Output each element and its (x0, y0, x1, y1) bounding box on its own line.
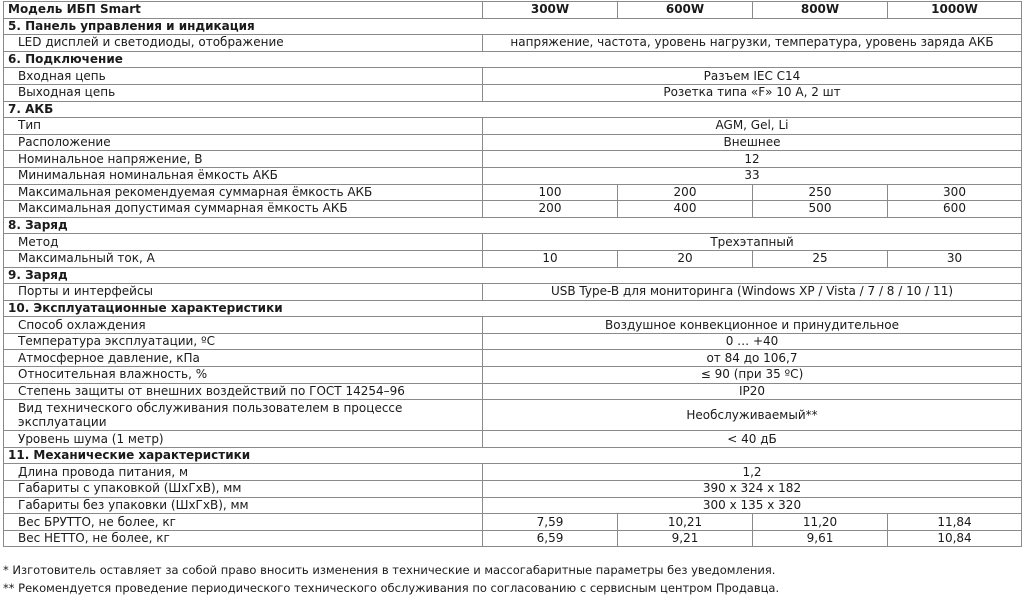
spec-label: Вид технического обслуживания пользователем в процессе эксплуатации (4, 400, 483, 431)
spec-value: 300 (888, 184, 1022, 201)
spec-value-shared: напряжение, частота, уровень нагрузки, температура, уровень заряда АКБ (483, 35, 1022, 52)
section-title: 7. АКБ (4, 101, 1022, 118)
header-row (4, 2, 1022, 19)
spec-label: LED дисплей и светодиоды, отображение (4, 35, 483, 52)
section-header (4, 51, 1022, 68)
spec-value: 500 (753, 201, 888, 218)
spec-label: Расположение (4, 134, 483, 151)
model-300w-header: 300W (483, 2, 618, 19)
spec-value: 10,84 (888, 530, 1022, 547)
spec-value: 30 (888, 250, 1022, 267)
spec-label: Максимальный ток, А (4, 250, 483, 267)
model-1000w-header: 1000W (888, 2, 1022, 19)
section-title: 11. Механические характеристики (4, 447, 1022, 464)
spec-row (4, 250, 1022, 267)
spec-row (4, 317, 1022, 334)
section-title: 10. Эксплуатационные характеристики (4, 300, 1022, 317)
spec-value-shared: Необслуживаемый** (483, 400, 1022, 431)
spec-value-shared: Воздушное конвекционное и принудительное (483, 317, 1022, 334)
spec-label: Атмосферное давление, кПа (4, 350, 483, 367)
spec-row (4, 481, 1022, 498)
spec-label: Способ охлаждения (4, 317, 483, 334)
spec-body (4, 18, 1022, 547)
spec-row (4, 35, 1022, 52)
section-title: 5. Панель управления и индикация (4, 18, 1022, 35)
spec-value-shared: 300 х 135 х 320 (483, 497, 1022, 514)
spec-row (4, 431, 1022, 448)
spec-label: Максимальная допустимая суммарная ёмкость АКБ (4, 201, 483, 218)
spec-value-shared: AGM, Gel, Li (483, 118, 1022, 135)
spec-row (4, 134, 1022, 151)
spec-label: Габариты с упаковкой (ШхГхВ), мм (4, 481, 483, 498)
footnote-1: * Изготовитель оставляет за собой право вносить изменения в технические и массогабаритные параметры без уведомления. (3, 563, 776, 577)
model-800w-header: 800W (753, 2, 888, 19)
spec-row (4, 333, 1022, 350)
spec-value: 11,20 (753, 514, 888, 531)
spec-label: Минимальная номинальная ёмкость АКБ (4, 167, 483, 184)
spec-label: Выходная цепь (4, 84, 483, 101)
spec-value-shared: Розетка типа «F» 10 А, 2 шт (483, 84, 1022, 101)
spec-row (4, 151, 1022, 168)
section-header (4, 18, 1022, 35)
spec-value: 250 (753, 184, 888, 201)
spec-value-shared: USB Type-B для мониторинга (Windows XP / Vista / 7 / 8 / 10 / 11) (483, 284, 1022, 301)
spec-row (4, 514, 1022, 531)
spec-label: Номинальное напряжение, В (4, 151, 483, 168)
spec-value-shared: 33 (483, 167, 1022, 184)
spec-value: 9,21 (618, 530, 753, 547)
spec-value-shared: Разъем IEC C14 (483, 68, 1022, 85)
spec-row (4, 184, 1022, 201)
spec-label: Вес БРУТТО, не более, кг (4, 514, 483, 531)
spec-value-shared: 1,2 (483, 464, 1022, 481)
spec-row (4, 383, 1022, 400)
spec-label: Длина провода питания, м (4, 464, 483, 481)
spec-row (4, 400, 1022, 431)
spec-label: Порты и интерфейсы (4, 284, 483, 301)
spec-value-shared: ≤ 90 (при 35 ºС) (483, 367, 1022, 384)
spec-value-shared: Трехэтапный (483, 234, 1022, 251)
spec-value: 100 (483, 184, 618, 201)
spec-label: Габариты без упаковки (ШхГхВ), мм (4, 497, 483, 514)
spec-row (4, 68, 1022, 85)
spec-row (4, 530, 1022, 547)
spec-row (4, 234, 1022, 251)
spec-value: 400 (618, 201, 753, 218)
spec-row (4, 84, 1022, 101)
spec-value: 10 (483, 250, 618, 267)
spec-value: 11,84 (888, 514, 1022, 531)
spec-value: 9,61 (753, 530, 888, 547)
spec-row (4, 497, 1022, 514)
spec-label: Температура эксплуатации, ºС (4, 333, 483, 350)
spec-value: 6,59 (483, 530, 618, 547)
section-title: 6. Подключение (4, 51, 1022, 68)
spec-row (4, 350, 1022, 367)
spec-label: Тип (4, 118, 483, 135)
spec-label: Степень защиты от внешних воздействий по ГОСТ 14254–96 (4, 383, 483, 400)
spec-value-shared: 390 х 324 х 182 (483, 481, 1022, 498)
spec-table (3, 1, 1022, 547)
footnotes (3, 561, 779, 597)
spec-label: Уровень шума (1 метр) (4, 431, 483, 448)
spec-row (4, 167, 1022, 184)
spec-label: Входная цепь (4, 68, 483, 85)
section-header (4, 101, 1022, 118)
spec-label: Относительная влажность, % (4, 367, 483, 384)
spec-value: 10,21 (618, 514, 753, 531)
spec-value-shared: от 84 до 106,7 (483, 350, 1022, 367)
spec-label: Максимальная рекомендуемая суммарная ёмкость АКБ (4, 184, 483, 201)
section-header (4, 267, 1022, 284)
spec-row (4, 284, 1022, 301)
section-title: 8. Заряд (4, 217, 1022, 234)
spec-value: 7,59 (483, 514, 618, 531)
spec-value-shared: 0 … +40 (483, 333, 1022, 350)
model-header: Модель ИБП Smart (4, 2, 483, 19)
spec-value-shared: < 40 дБ (483, 431, 1022, 448)
spec-value-shared: 12 (483, 151, 1022, 168)
spec-row (4, 201, 1022, 218)
spec-value-shared: Внешнее (483, 134, 1022, 151)
spec-value-shared: IP20 (483, 383, 1022, 400)
spec-value: 200 (618, 184, 753, 201)
spec-label: Вес НЕТТО, не более, кг (4, 530, 483, 547)
spec-value: 200 (483, 201, 618, 218)
model-600w-header: 600W (618, 2, 753, 19)
section-header (4, 447, 1022, 464)
spec-value: 25 (753, 250, 888, 267)
section-header (4, 217, 1022, 234)
spec-row (4, 464, 1022, 481)
spec-value: 20 (618, 250, 753, 267)
section-title: 9. Заряд (4, 267, 1022, 284)
spec-label: Метод (4, 234, 483, 251)
footnote-2: ** Рекомендуется проведение периодического технического обслуживания по согласованию с сервисным центром Продавца. (3, 581, 780, 595)
section-header (4, 300, 1022, 317)
spec-row (4, 367, 1022, 384)
spec-row (4, 118, 1022, 135)
spec-value: 600 (888, 201, 1022, 218)
